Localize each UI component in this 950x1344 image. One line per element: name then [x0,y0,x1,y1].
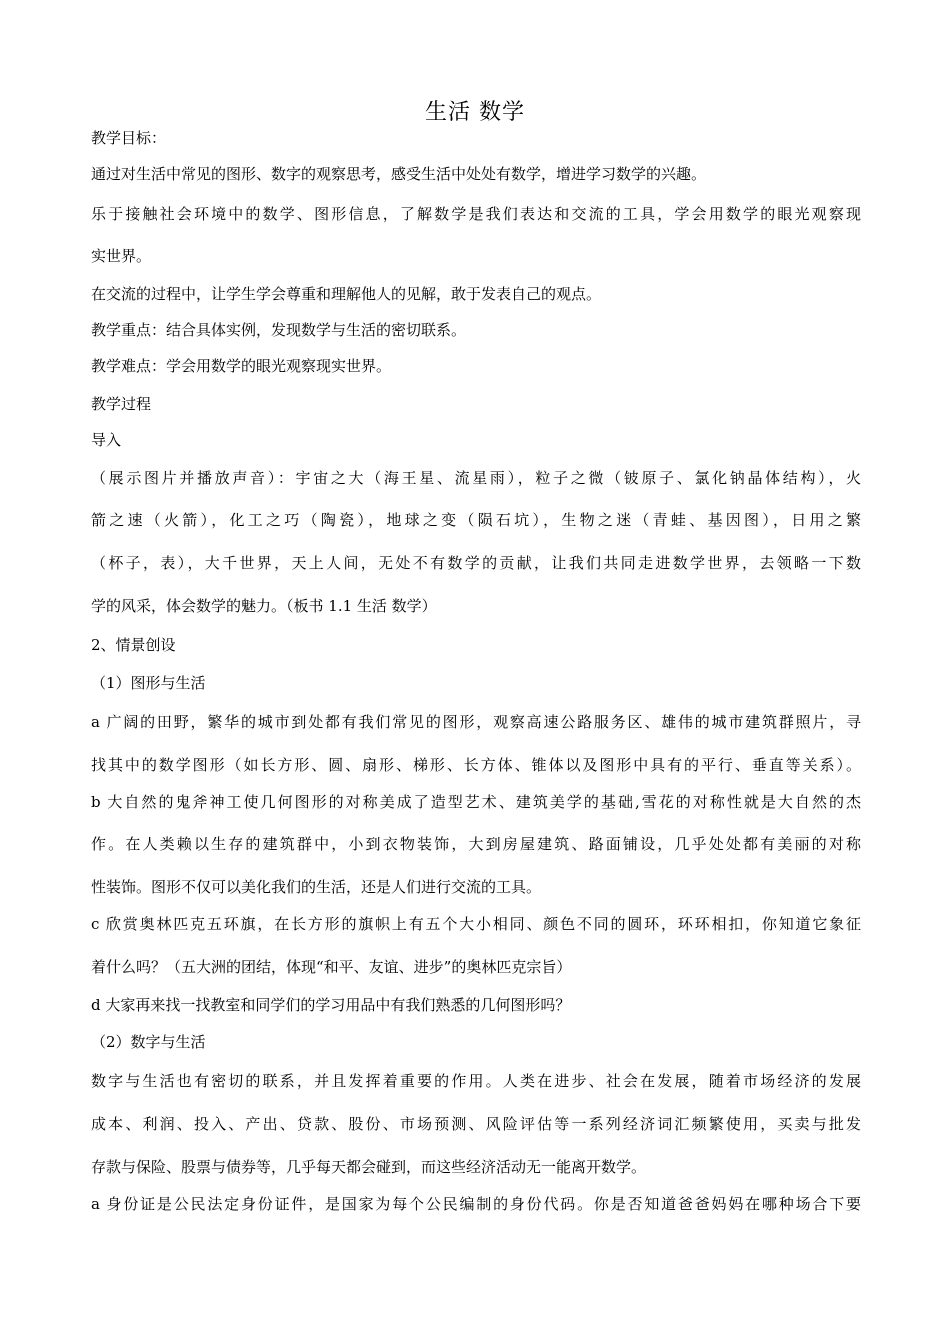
text-line: 教学难点：学会用数学的眼光观察现实世界。 [91,357,392,375]
text-line: b 大自然的鬼斧神工使几何图形的对称美成了造型艺术、建筑美学的基础,雪花的对称性就是大自然的杰 [91,793,861,811]
text-line: 通过对生活中常见的图形、数字的观察思考，感受生活中处处有数学，增进学习数学的兴趣。 [91,165,707,183]
text-line: 数字与生活也有密切的联系，并且发挥着重要的作用。人类在进步、社会在发展，随着市场经济的发展 [91,1072,861,1090]
text-line: 箭之速（火箭），化工之巧（陶瓷），地球之变（陨石坑），生物之迷（青蛙、基因图），日用之繁 [91,511,861,529]
text-line: （杯子，表），大千世界，天上人间，无处不有数学的贡献，让我们共同走进数学世界，去领略一下数 [91,554,861,572]
text-line: d 大家再来找一找教室和同学们的学习用品中有我们熟悉的几何图形吗？ [91,996,571,1014]
text-line: 性装饰。图形不仅可以美化我们的生活，还是人们进行交流的工具。 [91,878,542,896]
text-line: 存款与保险、股票与债券等，几乎每天都会碰到，而这些经济活动无一能离开数学。 [91,1158,647,1176]
text-line: a 身份证是公民法定身份证件，是国家为每个公民编制的身份代码。你是否知道爸爸妈妈在哪种场合下要 [91,1195,861,1213]
text-line: 学的风采，体会数学的魅力。（板书 1.1 生活 数学） [91,597,437,615]
text-line: 教学过程 [91,395,152,413]
text-line: 实世界。 [91,247,152,265]
text-line: 着什么吗？（五大洲的团结，体现“和平、友谊、进步”的奥林匹克宗旨） [91,958,572,976]
text-line: 教学目标： [91,129,167,147]
text-line: （1）图形与生活 [91,674,206,692]
text-line: c 欣赏奥林匹克五环旗，在长方形的旗帜上有五个大小相同、颜色不同的圆环，环环相扣，你知道它象征 [91,915,861,933]
text-line: 找其中的数学图形（如长方形、圆、扇形、梯形、长方体、锥体以及图形中具有的平行、垂直等关系）。 [91,756,861,774]
text-line: 2、情景创设 [91,636,176,654]
text-line: 作。在人类赖以生存的建筑群中，小到衣物装饰，大到房屋建筑、路面铺设，几乎处处都有美丽的对称 [91,835,861,853]
document-title: 生活 数学 [425,100,525,125]
text-line: 乐于接触社会环境中的数学、图形信息，了解数学是我们表达和交流的工具，学会用数学的眼光观察现 [91,205,861,223]
text-line: （展示图片并播放声音）：宇宙之大（海王星、流星雨），粒子之微（铍原子、氯化钠晶体结构），火 [91,469,861,487]
text-line: 在交流的过程中，让学生学会尊重和理解他人的见解，敢于发表自己的观点。 [91,285,602,303]
text-line: 成本、利润、投入、产出、贷款、股份、市场预测、风险评估等一系列经济词汇频繁使用，买卖与批发 [91,1115,861,1133]
text-line: a 广阔的田野，繁华的城市到处都有我们常见的图形，观察高速公路服务区、雄伟的城市建筑群照片，寻 [91,713,861,731]
text-line: 教学重点：结合具体实例，发现数学与生活的密切联系。 [91,321,467,339]
text-line: （2）数字与生活 [91,1033,206,1051]
text-line: 导入 [91,431,122,449]
